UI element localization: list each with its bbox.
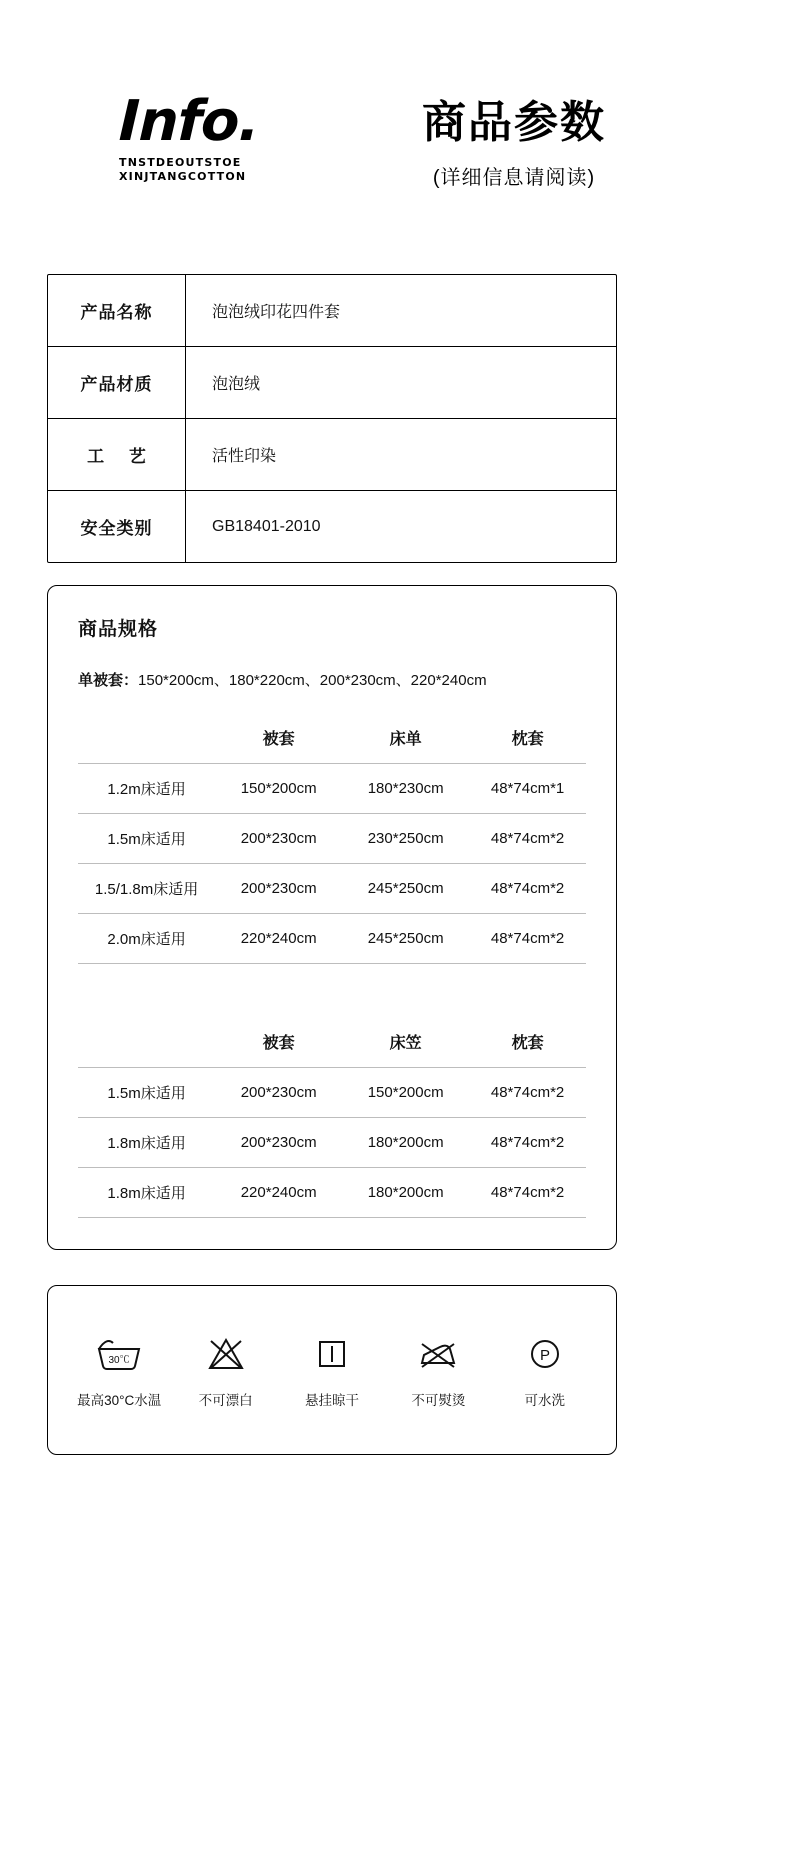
column-header: 被套 bbox=[262, 1035, 295, 1052]
param-value: 活性印染 bbox=[212, 448, 277, 465]
quilt-cover-note bbox=[78, 669, 586, 690]
care-instructions-card bbox=[47, 1285, 617, 1455]
table-row bbox=[78, 814, 586, 864]
size-table-fitted-sheet bbox=[78, 1020, 586, 1218]
cell-quilt-cover: 200*230cm bbox=[215, 1068, 342, 1118]
cell-quilt-cover: 200*230cm bbox=[215, 814, 342, 864]
cell-pillowcase: 48*74cm*2 bbox=[469, 1168, 586, 1218]
brand-logo-text: Info. bbox=[117, 89, 260, 154]
column-header: 枕套 bbox=[511, 731, 544, 748]
care-label: 最高30°C水温 bbox=[77, 1393, 162, 1408]
cell-bed-sheet: 230*250cm bbox=[342, 814, 469, 864]
row-label: 1.5m床适用 bbox=[78, 814, 215, 864]
column-header: 枕套 bbox=[511, 1035, 544, 1052]
page-title: 商品参数 bbox=[422, 97, 606, 148]
table-header-row bbox=[78, 1020, 586, 1068]
brand-block bbox=[111, 89, 349, 184]
size-table-bedsheet bbox=[78, 716, 586, 964]
no-iron-icon bbox=[386, 1331, 490, 1377]
table-row bbox=[78, 914, 586, 964]
care-label: 不可熨烫 bbox=[411, 1393, 466, 1408]
wash-tub-30-icon bbox=[67, 1331, 171, 1377]
table-header-row bbox=[78, 716, 586, 764]
brand-subtitle-line1: TNSTDEOUTSTOE bbox=[119, 156, 242, 170]
row-label: 1.2m床适用 bbox=[78, 764, 215, 814]
table-row bbox=[48, 347, 616, 419]
specification-title: 商品规格 bbox=[78, 619, 159, 640]
table-row bbox=[78, 1168, 586, 1218]
page-subtitle: (详细信息请阅读) bbox=[432, 167, 596, 190]
cell-pillowcase: 48*74cm*2 bbox=[469, 914, 586, 964]
svg-text:P: P bbox=[539, 1347, 550, 1364]
param-value: GB18401-2010 bbox=[212, 517, 321, 535]
quilt-cover-note-label: 单被套： bbox=[78, 672, 139, 689]
no-bleach-icon bbox=[174, 1331, 278, 1377]
param-label: 产品名称 bbox=[48, 275, 186, 346]
care-item-line-dry bbox=[280, 1331, 384, 1409]
title-block bbox=[349, 95, 679, 190]
cell-quilt-cover: 200*230cm bbox=[215, 1118, 342, 1168]
care-label: 可水洗 bbox=[524, 1393, 565, 1408]
care-item-machine-wash bbox=[493, 1331, 597, 1409]
cell-bed-sheet: 245*250cm bbox=[342, 914, 469, 964]
cell-pillowcase: 48*74cm*2 bbox=[469, 814, 586, 864]
brand-subtitle-line2: XINJTANGCOTTON bbox=[119, 169, 247, 183]
cell-quilt-cover: 220*240cm bbox=[215, 914, 342, 964]
care-item-no-iron bbox=[386, 1331, 490, 1409]
product-parameter-table bbox=[47, 274, 617, 563]
cell-quilt-cover: 150*200cm bbox=[215, 764, 342, 814]
care-label: 不可漂白 bbox=[198, 1393, 253, 1408]
cell-quilt-cover: 200*230cm bbox=[215, 864, 342, 914]
table-row bbox=[48, 275, 616, 347]
page-header bbox=[0, 0, 790, 230]
cell-fitted-sheet: 180*200cm bbox=[342, 1118, 469, 1168]
cell-fitted-sheet: 150*200cm bbox=[342, 1068, 469, 1118]
cell-quilt-cover: 220*240cm bbox=[215, 1168, 342, 1218]
cell-bed-sheet: 245*250cm bbox=[342, 864, 469, 914]
column-header bbox=[78, 1020, 215, 1068]
cell-fitted-sheet: 180*200cm bbox=[342, 1168, 469, 1218]
row-label: 2.0m床适用 bbox=[78, 914, 215, 964]
line-dry-icon bbox=[280, 1331, 384, 1377]
cell-pillowcase: 48*74cm*1 bbox=[469, 764, 586, 814]
svg-text:30℃: 30℃ bbox=[108, 1355, 130, 1366]
row-label: 1.5m床适用 bbox=[78, 1068, 215, 1118]
param-value: 泡泡绒印花四件套 bbox=[212, 304, 341, 321]
cell-pillowcase: 48*74cm*2 bbox=[469, 1068, 586, 1118]
brand-subtitle-group bbox=[119, 156, 349, 184]
param-label: 安全类别 bbox=[48, 491, 186, 562]
specification-card bbox=[47, 585, 617, 1250]
column-header: 床笠 bbox=[389, 1035, 422, 1052]
table-row bbox=[78, 1118, 586, 1168]
table-spacer bbox=[78, 964, 586, 994]
cell-pillowcase: 48*74cm*2 bbox=[469, 1118, 586, 1168]
cell-bed-sheet: 180*230cm bbox=[342, 764, 469, 814]
table-row bbox=[78, 1068, 586, 1118]
machine-wash-p-icon bbox=[493, 1331, 597, 1377]
column-header: 被套 bbox=[262, 731, 295, 748]
param-value: 泡泡绒 bbox=[212, 376, 261, 393]
care-item-no-bleach bbox=[174, 1331, 278, 1409]
care-item-wash-temperature bbox=[67, 1331, 171, 1409]
row-label: 1.8m床适用 bbox=[78, 1118, 215, 1168]
cell-pillowcase: 48*74cm*2 bbox=[469, 864, 586, 914]
row-label: 1.5/1.8m床适用 bbox=[78, 864, 215, 914]
param-label: 产品材质 bbox=[48, 347, 186, 418]
row-label: 1.8m床适用 bbox=[78, 1168, 215, 1218]
column-header: 床单 bbox=[389, 731, 422, 748]
care-label: 悬挂晾干 bbox=[304, 1393, 359, 1408]
column-header bbox=[78, 716, 215, 764]
table-row bbox=[48, 491, 616, 562]
table-row bbox=[78, 764, 586, 814]
quilt-cover-note-value: 150*200cm、180*220cm、200*230cm、220*240cm bbox=[138, 672, 487, 689]
param-label: 工 艺 bbox=[48, 419, 186, 490]
table-row bbox=[48, 419, 616, 491]
table-row bbox=[78, 864, 586, 914]
